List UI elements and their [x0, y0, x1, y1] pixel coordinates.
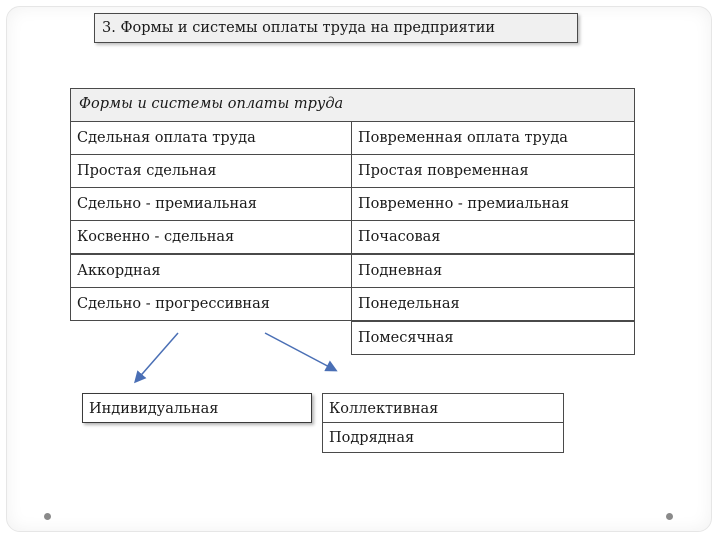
- arrow-to-individual: [136, 333, 178, 381]
- table-cell: Подневная: [351, 254, 635, 288]
- table-cell: Сдельно - прогрессивная: [70, 287, 352, 321]
- table-cell: Косвенно - сдельная: [70, 220, 352, 254]
- table-cell: Почасовая: [351, 220, 635, 254]
- collective-box: Коллективная: [322, 393, 564, 423]
- individual-box: Индивидуальная: [82, 393, 312, 423]
- table-cell-time-rate-heading: Повременная оплата труда: [351, 121, 635, 155]
- table-cell: Простая повременная: [351, 154, 635, 188]
- table-cell: Повременно - премиальная: [351, 187, 635, 221]
- table-cell: Сдельно - премиальная: [70, 187, 352, 221]
- table-cell: Простая сдельная: [70, 154, 352, 188]
- table-header: Формы и системы оплаты труда: [70, 88, 635, 122]
- corner-dot-right: [666, 513, 673, 520]
- table-cell: Помесячная: [351, 321, 635, 355]
- table-cell: Понедельная: [351, 287, 635, 321]
- corner-dot-left: [44, 513, 51, 520]
- table-cell-piece-rate-heading: Сдельная оплата труда: [70, 121, 352, 155]
- contract-box: Подрядная: [322, 422, 564, 453]
- arrow-to-collective: [265, 333, 335, 370]
- slide-title: 3. Формы и системы оплаты труда на предприятии: [94, 13, 578, 43]
- table-cell: Аккордная: [70, 254, 352, 288]
